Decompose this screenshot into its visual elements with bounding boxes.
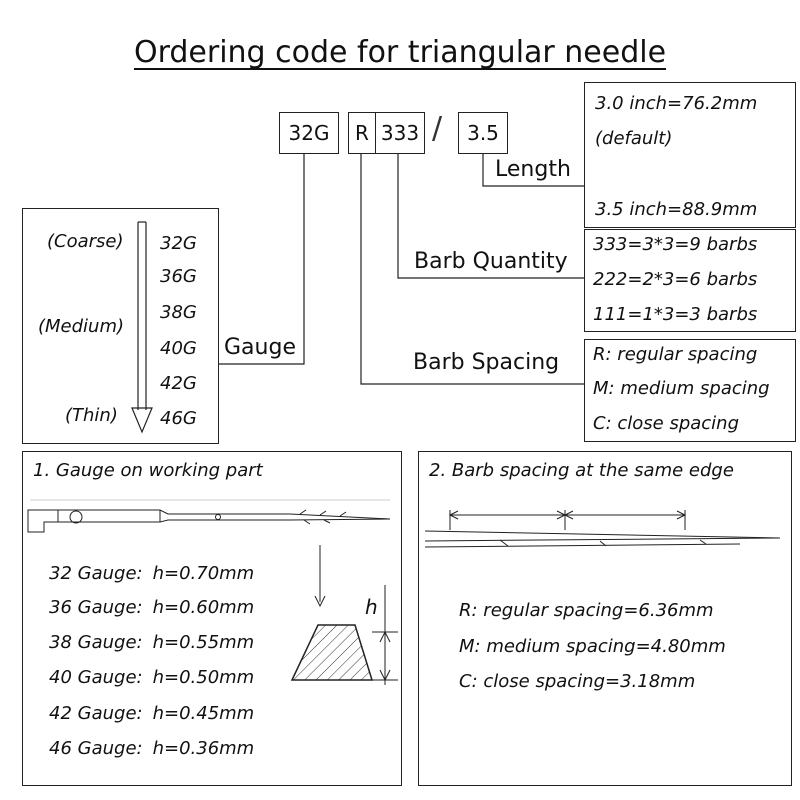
panel-barb-spacing xyxy=(418,451,792,786)
gauge-32g: 32G xyxy=(160,233,197,254)
gauge-40g: 40G xyxy=(160,338,197,359)
spacing-line-r: R: regular spacing=6.36mm xyxy=(459,600,714,621)
gauge-row-label: 46 Gauge: xyxy=(49,738,143,759)
gauge-row-value: h=0.36mm xyxy=(152,738,255,759)
barb-spacing-label: Barb Spacing xyxy=(413,350,560,375)
gauge-row-label: 40 Gauge: xyxy=(49,667,143,688)
gauge-row-value: h=0.70mm xyxy=(152,563,255,584)
spacing-line-m: M: medium spacing=4.80mm xyxy=(459,636,726,657)
gauge-connector xyxy=(219,154,304,364)
quantity-option-3: 111=1*3=3 barbs xyxy=(593,304,758,325)
code-box-spacing xyxy=(348,112,376,154)
barb-quantity-label: Barb Quantity xyxy=(414,249,568,274)
gauge-46g: 46G xyxy=(160,408,197,429)
spacing-option-c: C: close spacing xyxy=(593,413,740,434)
spacing-option-m: M: medium spacing xyxy=(593,378,770,399)
code-box-gauge xyxy=(279,112,339,154)
gauge-row-value: h=0.50mm xyxy=(152,667,255,688)
medium-label: (Medium) xyxy=(38,316,125,337)
gauge-row-label: 42 Gauge: xyxy=(49,703,143,724)
gauge-row-40 xyxy=(49,669,254,687)
gauge-label: Gauge xyxy=(224,335,296,360)
gauge-row-value: h=0.55mm xyxy=(152,632,255,653)
length-option-1: 3.0 inch=76.2mm xyxy=(595,93,758,114)
gauge-row-value: h=0.60mm xyxy=(152,597,255,618)
length-option-default: (default) xyxy=(595,128,673,149)
code-gauge: 32G xyxy=(288,121,330,145)
code-box-quantity xyxy=(375,112,425,154)
gauge-row-42 xyxy=(49,705,254,723)
code-length: 3.5 xyxy=(467,121,499,145)
gauge-scale-box xyxy=(22,208,219,444)
gauge-row-36 xyxy=(49,599,254,617)
panel1-title: 1. Gauge on working part xyxy=(33,460,263,481)
gauge-36g: 36G xyxy=(160,266,197,287)
code-quantity: 333 xyxy=(380,121,420,145)
gauge-42g: 42G xyxy=(160,373,197,394)
length-option-2: 3.5 inch=88.9mm xyxy=(595,199,758,220)
spacing-line-c: C: close spacing=3.18mm xyxy=(459,671,696,692)
code-spacing: R xyxy=(355,121,369,145)
panel2-title: 2. Barb spacing at the same edge xyxy=(429,460,734,481)
gauge-row-label: 32 Gauge: xyxy=(49,563,143,584)
page-title-text: Ordering code for triangular needle xyxy=(133,35,667,70)
gauge-row-label: 36 Gauge: xyxy=(49,597,143,618)
gauge-38g: 38G xyxy=(160,302,197,323)
length-options-box xyxy=(584,82,796,228)
gauge-row-38 xyxy=(49,634,254,652)
spacing-options-box xyxy=(584,339,796,442)
gauge-row-value: h=0.45mm xyxy=(152,703,255,724)
length-label: Length xyxy=(495,157,571,182)
spacing-option-r: R: regular spacing xyxy=(593,344,758,365)
page-title xyxy=(0,35,800,70)
panel-gauge-working-part xyxy=(22,451,402,786)
h-label: h xyxy=(365,595,378,619)
quantity-options-box xyxy=(584,229,796,332)
thin-label: (Thin) xyxy=(65,405,118,426)
gauge-row-46 xyxy=(49,740,254,758)
quantity-option-2: 222=2*3=6 barbs xyxy=(593,269,758,290)
gauge-row-label: 38 Gauge: xyxy=(49,632,143,653)
gauge-row-32 xyxy=(49,565,254,583)
quantity-option-1: 333=3*3=9 barbs xyxy=(593,234,758,255)
code-separator: / xyxy=(432,111,443,146)
coarse-label: (Coarse) xyxy=(47,231,124,252)
code-box-length xyxy=(458,112,508,154)
